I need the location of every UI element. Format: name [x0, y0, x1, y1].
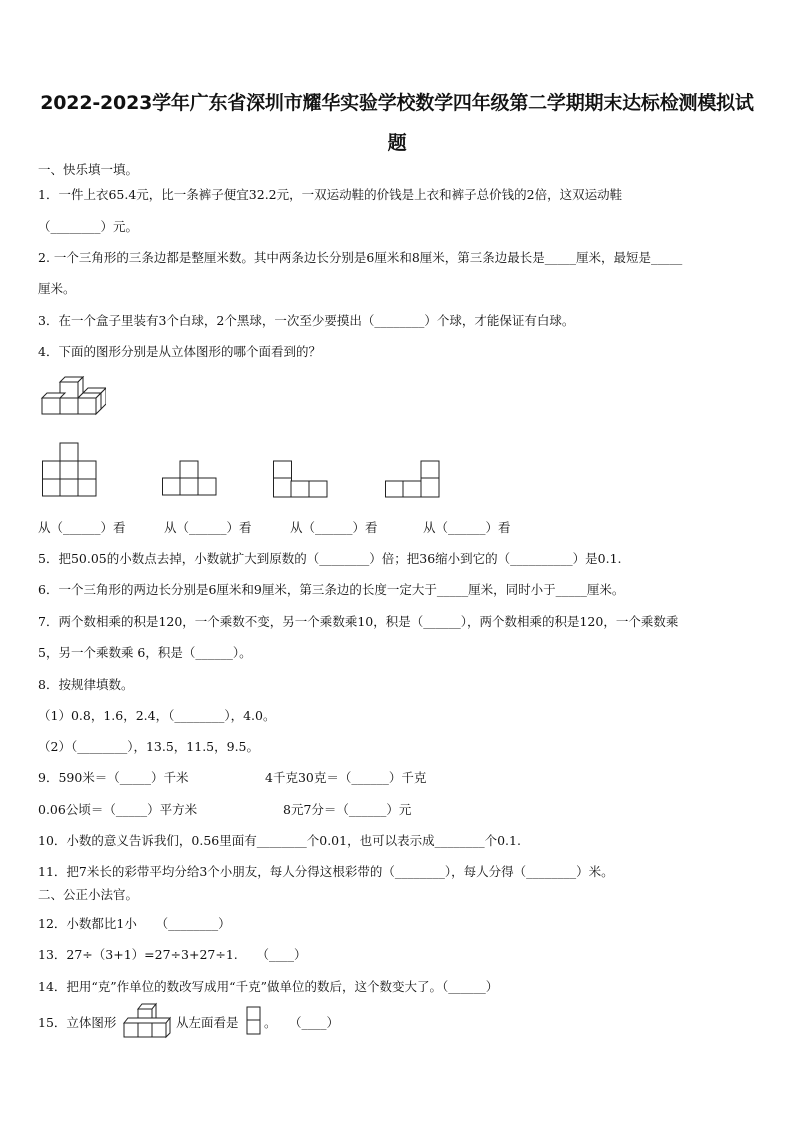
view-figure-4 — [385, 459, 441, 499]
question-7-continued: 5，另一个乘数乘 6，积是（______）。 — [38, 645, 252, 660]
question-8-part-2: （2）（________），13.5，11.5，9.5。 — [38, 739, 259, 754]
question-9-b2: 8元7分＝（______）元 — [283, 802, 412, 817]
question-2-continued: 厘米。 — [38, 281, 76, 296]
solid-figure-cubes — [38, 376, 106, 418]
question-9-a2: 4千克30克＝（______）千克 — [265, 770, 427, 785]
page-title-continued: 题 — [387, 132, 407, 154]
question-6: 6．一个三角形的两边长分别是6厘米和9厘米，第三条边的长度一定大于_____厘米，同时小于_____厘米。 — [38, 582, 625, 597]
question-4: 4．下面的图形分别是从立体图形的哪个面看到的？ — [38, 344, 321, 359]
question-8: 8．按规律填数。 — [38, 677, 134, 692]
view-figure-1 — [42, 441, 98, 497]
view-figure-3 — [273, 459, 329, 499]
question-9-b1: 0.06公顷＝（_____）平方米 — [38, 802, 198, 817]
solid-figure-small — [122, 1001, 176, 1039]
view-label-2: 从（______）看 — [164, 520, 252, 535]
question-9-a1: 9．590米＝（_____）千米 — [38, 770, 189, 785]
question-1-answer: （________）元。 — [38, 219, 139, 234]
question-7: 7．两个数相乘的积是120，一个乘数不变，另一个乘数乘10，积是（______），两个数相乘的积是120，一个乘数乘 — [38, 614, 679, 629]
question-15-suffix: 。 （____） — [264, 1015, 340, 1030]
view-figure-2 — [162, 459, 218, 497]
question-1: 1．一件上衣65.4元，比一条裤子便宜32.2元，一双运动鞋的价钱是上衣和裤子总价钱的2倍，这双运动鞋 — [38, 187, 623, 202]
page-title: 2022-2023学年广东省深圳市耀华实验学校数学四年级第二学期期末达标检测模拟试 — [40, 92, 754, 114]
question-5: 5．把50.05的小数点去掉，小数就扩大到原数的（________）倍；把36缩小到它的（__________）是0.1. — [38, 551, 622, 566]
question-8-part-1: （1）0.8，1.6，2.4，（________），4.0。 — [38, 708, 276, 723]
section-heading-1: 一、快乐填一填。 — [38, 162, 139, 177]
question-11: 11．把7米长的彩带平均分给3个小朋友，每人分得这根彩带的（________），每人分得（________）米。 — [38, 864, 614, 879]
question-15-prefix: 15．立体图形 — [38, 1015, 117, 1030]
question-2: 2. 一个三角形的三条边都是整厘米数。其中两条边长分别是6厘米和8厘米，第三条边最长是_____厘米，最短是_____ — [38, 250, 683, 265]
left-view-figure — [246, 1006, 262, 1036]
question-12: 12．小数都比1小 （________） — [38, 916, 231, 931]
question-10: 10．小数的意义告诉我们，0.56里面有________个0.01，也可以表示成________个0.1. — [38, 833, 521, 848]
question-13: 13．27÷（3+1）=27÷3+27÷1. （____） — [38, 947, 307, 962]
view-label-1: 从（______）看 — [38, 520, 126, 535]
question-14: 14．把用“克”作单位的数改写成用“千克”做单位的数后，这个数变大了。（______） — [38, 979, 499, 994]
question-3: 3．在一个盒子里装有3个白球，2个黑球，一次至少要摸出（________）个球，才能保证有白球。 — [38, 313, 575, 328]
question-15-middle: 从左面看是 — [176, 1015, 239, 1030]
view-label-4: 从（______）看 — [423, 520, 511, 535]
section-heading-2: 二、公正小法官。 — [38, 887, 139, 902]
view-label-3: 从（______）看 — [290, 520, 378, 535]
